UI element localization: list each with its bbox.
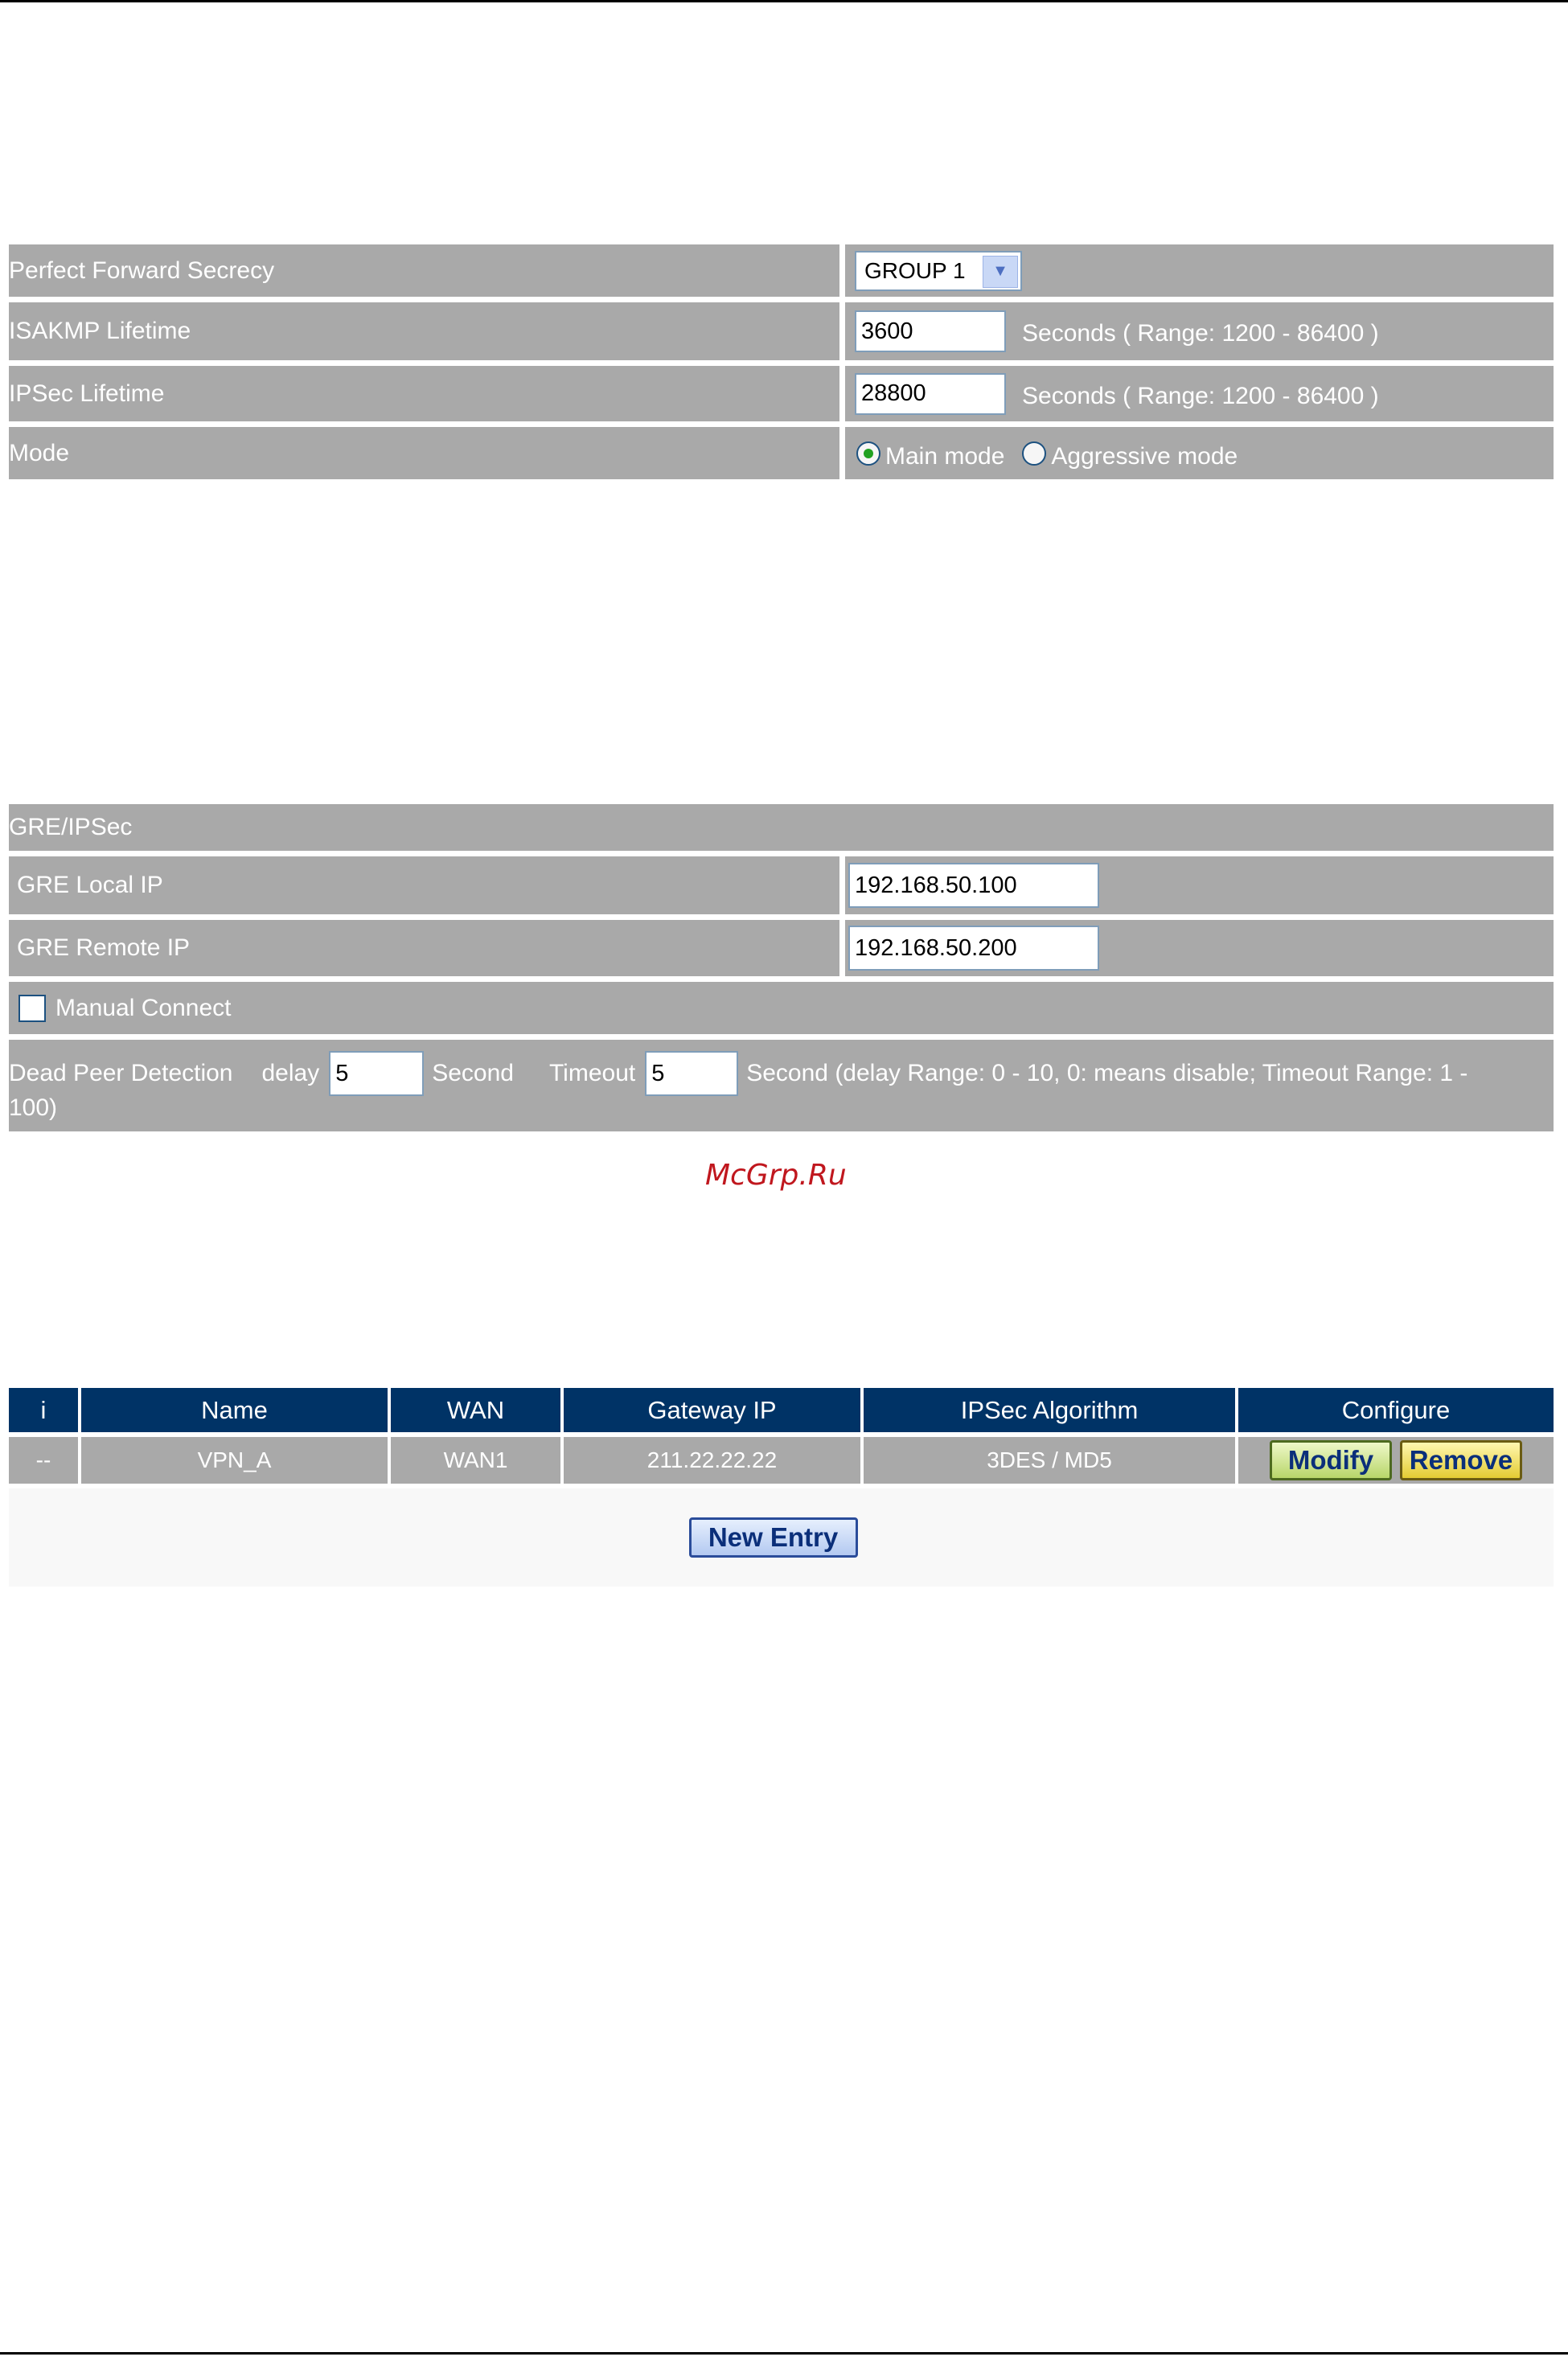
top-rule [0,0,1568,2]
dpd-second-label: Second [432,1060,514,1086]
dpd-label: Dead Peer Detection [9,1060,233,1086]
ipsec-lifetime-value-cell [845,366,1554,421]
col-header-gateway-ip: Gateway IP [560,1388,860,1432]
gre-remote-ip-input[interactable] [848,926,1099,971]
gre-local-value-cell [845,856,1554,914]
pfs-row [9,244,839,297]
bottom-rule [0,2352,1568,2355]
dpd-delay-label: delay [261,1060,320,1086]
gre-remote-row [9,920,839,976]
aggressive-mode-label: Aggressive mode [1051,442,1238,470]
remove-button[interactable]: Remove [1400,1440,1522,1480]
isakmp-row [9,302,839,360]
aggressive-mode-radio[interactable] [1022,441,1046,466]
cell-configure [1235,1437,1554,1484]
dpd-row [9,1040,1554,1131]
dpd-delay-input[interactable] [329,1051,424,1096]
ike-settings-panel [9,244,1554,479]
pfs-select-value: GROUP 1 [864,257,966,283]
dpd-timeout-label: Timeout [548,1060,636,1086]
gre-local-label: GRE Local IP [17,872,163,898]
pfs-value-cell [845,244,1554,297]
pfs-label: Perfect Forward Secrecy [9,257,275,284]
ipsec-range-hint: Seconds ( Range: 1200 - 86400 ) [1022,382,1379,409]
pfs-select[interactable] [855,251,1022,291]
dpd-line [9,1051,1467,1096]
col-header-name: Name [78,1388,388,1432]
new-entry-button[interactable]: New Entry [689,1517,858,1558]
isakmp-value-cell [845,302,1554,360]
cell-i: -- [9,1437,78,1484]
ipsec-lifetime-label: IPSec Lifetime [9,380,165,407]
cell-gateway-ip: 211.22.22.22 [560,1437,860,1484]
chevron-down-icon[interactable]: ▼ [983,256,1018,288]
main-mode-radio[interactable] [856,441,880,466]
gre-remote-label: GRE Remote IP [17,934,191,961]
cell-ipsec-algorithm: 3DES / MD5 [860,1437,1235,1484]
radio-selected-dot [864,449,873,458]
col-header-ipsec-algorithm: IPSec Algorithm [860,1388,1235,1432]
gre-title: GRE/IPSec [9,814,133,840]
mode-row [9,427,839,479]
gre-ipsec-panel [9,804,1554,1131]
cell-name: VPN_A [78,1437,388,1484]
isakmp-range-hint: Seconds ( Range: 1200 - 86400 ) [1022,320,1379,347]
col-header-wan: WAN [388,1388,560,1432]
watermark-text: McGrp.Ru [705,1159,847,1192]
modify-button[interactable]: Modify [1270,1440,1392,1480]
mode-value-cell [845,427,1554,479]
cell-wan: WAN1 [388,1437,560,1484]
manual-connect-label: Manual Connect [55,994,232,1021]
gre-title-row [9,804,1554,851]
col-header-i: i [9,1388,78,1432]
dpd-timeout-input[interactable] [645,1051,738,1096]
dpd-range-hint-cont: 100) [9,1094,58,1121]
manual-connect-row [9,982,1554,1034]
manual-connect-checkbox[interactable] [18,995,46,1022]
gre-local-row [9,856,839,914]
ipsec-lifetime-input[interactable] [855,373,1006,415]
table-footer [9,1488,1554,1587]
col-header-configure: Configure [1235,1388,1554,1432]
ipsec-lifetime-row [9,366,839,421]
isakmp-lifetime-input[interactable] [855,310,1006,352]
dpd-range-hint: Second (delay Range: 0 - 10, 0: means disable; Timeout Range: 1 - [746,1060,1468,1086]
mode-label: Mode [9,439,70,466]
gre-remote-value-cell [845,920,1554,976]
isakmp-label: ISAKMP Lifetime [9,318,191,344]
gre-local-ip-input[interactable] [848,863,1099,908]
main-mode-label: Main mode [885,442,1005,470]
